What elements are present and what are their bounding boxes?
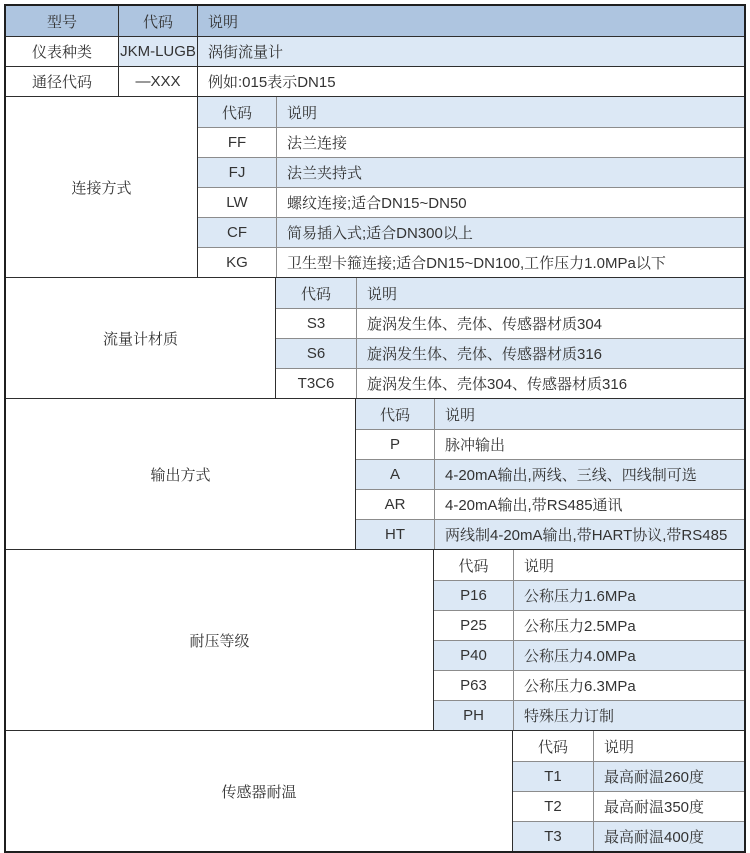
desc-cell: 4-20mA输出,两线、三线、四线制可选 [434, 460, 744, 489]
sub-header-row [513, 731, 744, 761]
table-row [513, 791, 744, 821]
code-cell: S6 [306, 345, 326, 362]
table-row [513, 821, 744, 851]
table-row-diameter-code [6, 66, 744, 96]
section-flowmeter-material [6, 277, 744, 398]
code-cell: P [389, 436, 400, 453]
table-row [198, 217, 744, 247]
desc-cell: 公称压力6.3MPa [513, 671, 744, 700]
code-cell: P63 [460, 677, 487, 694]
code-header-cell: 代码 [458, 557, 489, 575]
code-cell: P16 [460, 587, 487, 604]
sub-header-row [356, 399, 744, 429]
table-row [356, 459, 744, 489]
sub-table [197, 97, 744, 277]
sub-header-row [434, 550, 744, 580]
desc-cell: 4-20mA输出,带RS485通讯 [434, 490, 744, 519]
table-row [198, 247, 744, 277]
desc-cell: 法兰夹持式 [276, 158, 744, 187]
desc-header-cell: 说明 [276, 97, 744, 127]
sub-table [355, 399, 744, 549]
code-cell: LW [226, 194, 248, 211]
desc-cell: 法兰连接 [276, 128, 744, 157]
section-connection-type [6, 96, 744, 277]
section-label: 输出方式 [6, 399, 355, 549]
desc-cell: 最高耐温350度 [593, 792, 744, 821]
desc-header-cell: 说明 [513, 550, 744, 580]
code-cell: T3C6 [297, 375, 335, 392]
table-row [276, 338, 744, 368]
code-cell: T1 [544, 768, 562, 785]
desc-cell: 公称压力4.0MPa [513, 641, 744, 670]
desc-cell: 最高耐温400度 [593, 822, 744, 851]
section-label: 传感器耐温 [6, 731, 512, 851]
row-label: 通径代码 [31, 74, 92, 91]
desc-cell: 简易插入式;适合DN300以上 [276, 218, 744, 247]
table-row [276, 308, 744, 338]
table-row [276, 368, 744, 398]
sub-header-row [276, 278, 744, 308]
row-label: 仪表种类 [31, 44, 92, 61]
desc-cell: 脉冲输出 [434, 430, 744, 459]
table-row [434, 670, 744, 700]
code-header-cell: 代码 [537, 738, 568, 756]
code-cell: P40 [460, 647, 487, 664]
table-row [356, 489, 744, 519]
section-label: 流量计材质 [6, 278, 275, 398]
table-row [434, 610, 744, 640]
code-cell: —XXX [118, 67, 197, 96]
section-label: 耐压等级 [6, 550, 433, 730]
code-cell: T3 [544, 828, 562, 845]
table-row [198, 157, 744, 187]
desc-cell: 螺纹连接;适合DN15~DN50 [276, 188, 744, 217]
desc-header-cell: 说明 [434, 399, 744, 429]
desc-cell: 例如:015表示DN15 [197, 67, 744, 96]
code-cell: T2 [544, 798, 562, 815]
table-row-instrument-type [6, 36, 744, 66]
desc-cell: 最高耐温260度 [593, 762, 744, 791]
section-label: 连接方式 [6, 97, 197, 277]
desc-cell: 公称压力1.6MPa [513, 581, 744, 610]
section-pressure-rating [6, 549, 744, 730]
code-cell: S3 [306, 315, 326, 332]
desc-cell: 涡街流量计 [197, 37, 744, 66]
desc-cell: 两线制4-20mA输出,带HART协议,带RS485 [434, 520, 744, 549]
code-header-cell: 代码 [221, 104, 252, 122]
code-cell: JKM-LUGB [118, 37, 197, 66]
table-row [198, 127, 744, 157]
code-header-cell: 代码 [300, 285, 331, 303]
code-cell: FF [227, 134, 247, 151]
desc-cell: 公称压力2.5MPa [513, 611, 744, 640]
section-sensor-temperature [6, 730, 744, 851]
desc-header-cell: 说明 [593, 731, 744, 761]
table-row [356, 519, 744, 549]
table-header-row [6, 6, 744, 36]
model-code-table [4, 4, 746, 853]
desc-cell: 卫生型卡箍连接;适合DN15~DN100,工作压力1.0MPa以下 [276, 248, 744, 277]
code-cell: KG [226, 254, 248, 271]
desc-cell: 旋涡发生体、壳体、传感器材质304 [356, 309, 744, 338]
table-row [356, 429, 744, 459]
desc-cell: 旋涡发生体、壳体304、传感器材质316 [356, 369, 744, 398]
desc-cell: 特殊压力订制 [513, 701, 744, 730]
table-row [434, 700, 744, 730]
sub-table [275, 278, 744, 398]
desc-header-cell: 说明 [356, 278, 744, 308]
code-cell: A [389, 466, 400, 483]
code-cell: P25 [460, 617, 487, 634]
sub-header-row [198, 97, 744, 127]
sub-table [512, 731, 744, 851]
code-cell: CF [227, 224, 247, 241]
section-output-mode [6, 398, 744, 549]
code-header-cell: 代码 [379, 406, 410, 424]
table-row [513, 761, 744, 791]
header-desc-cell: 说明 [197, 6, 744, 36]
desc-cell: 旋涡发生体、壳体、传感器材质316 [356, 339, 744, 368]
code-cell: HT [385, 526, 405, 543]
header-model-cell: 型号 [6, 6, 118, 36]
code-cell: AR [384, 496, 406, 513]
code-cell: PH [463, 707, 484, 724]
header-code-cell: 代码 [118, 6, 197, 36]
code-cell: FJ [228, 164, 246, 181]
table-row [434, 640, 744, 670]
sub-table [433, 550, 744, 730]
table-row [198, 187, 744, 217]
table-row [434, 580, 744, 610]
